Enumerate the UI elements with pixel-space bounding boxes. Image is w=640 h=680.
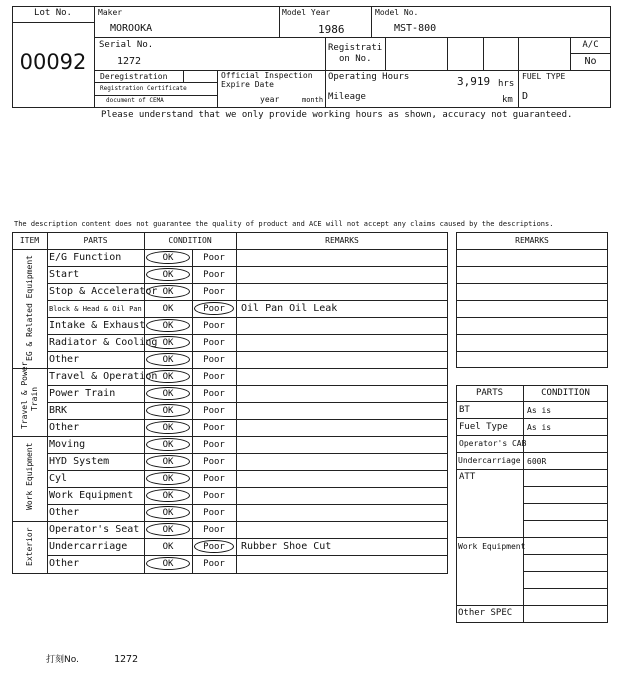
divider: [47, 453, 448, 454]
right-other-spec: Other SPEC: [458, 608, 513, 618]
right-condition-header: CONDITION: [541, 388, 590, 398]
part-name: Block & Head & Oil Pan: [49, 305, 142, 313]
part-name: Stop & Accelerator: [49, 286, 158, 297]
divider: [456, 317, 608, 318]
ok-option: OK: [162, 440, 174, 450]
part-name: Other: [49, 422, 80, 433]
working-hours-note: Please understand that we only provide working hours as shown, accuracy not guaranteed.: [101, 110, 573, 120]
divider: [456, 300, 608, 301]
selected-condition-mark: [146, 336, 190, 349]
ok-option: OK: [162, 406, 174, 416]
right-part-bt: BT: [459, 405, 470, 415]
poor-option: Poor: [203, 270, 225, 280]
selected-condition-mark: [146, 404, 190, 417]
maker-label: Maker: [98, 8, 123, 17]
group-label-travel: Travel & Power: [20, 361, 29, 429]
ok-option: OK: [162, 338, 174, 348]
divider: [47, 317, 448, 318]
selected-condition-mark: [194, 540, 234, 553]
row-remark: Oil Pan Oil Leak: [241, 303, 338, 314]
right-part-fuel: Fuel Type: [459, 422, 508, 432]
divider: [47, 419, 448, 420]
selected-condition-mark: [146, 438, 190, 451]
model-no-value: MST-800: [394, 23, 437, 34]
ac-label: A/C: [582, 40, 599, 50]
right-remarks-header: REMARKS: [515, 236, 549, 245]
ok-option: OK: [162, 287, 174, 297]
divider: [47, 470, 448, 471]
right-part-cab: Operator's CAB: [459, 439, 527, 448]
ok-option: OK: [162, 355, 174, 365]
right-cond-undercarriage: 600R: [527, 457, 547, 466]
divider: [279, 6, 280, 37]
selected-condition-mark: [146, 251, 190, 264]
selected-condition-mark: [146, 370, 190, 383]
divider: [47, 504, 448, 505]
divider: [456, 605, 608, 606]
selected-condition-mark: [146, 523, 190, 536]
divider: [456, 537, 608, 538]
divider: [325, 37, 611, 38]
divider: [371, 6, 372, 37]
registration-certificate-label: Registration Certificate: [100, 85, 187, 92]
divider: [47, 266, 448, 267]
poor-option: Poor: [203, 406, 225, 416]
hrs-unit: hrs: [498, 79, 515, 89]
divider: [456, 351, 608, 352]
operating-hours-value: 3,919: [457, 75, 491, 88]
divider: [456, 435, 608, 436]
ok-option: OK: [162, 542, 174, 552]
right-cond-fuel: As is: [527, 423, 552, 432]
right-parts-header: PARTS: [475, 388, 504, 398]
inspection-label-2: Expire Date: [221, 80, 274, 89]
group-label-travel-2: Train: [30, 386, 39, 411]
selected-condition-mark: [146, 353, 190, 366]
model-year-value: 1986: [318, 23, 345, 36]
selected-condition-mark: [146, 506, 190, 519]
poor-option: Poor: [203, 542, 225, 552]
divider: [523, 554, 608, 555]
ok-option: OK: [162, 457, 174, 467]
ok-option: OK: [162, 559, 174, 569]
stamp-value: 1272: [114, 654, 139, 665]
poor-option: Poor: [203, 559, 225, 569]
divider: [523, 571, 608, 572]
year-label: year: [260, 95, 280, 104]
divider: [456, 469, 608, 470]
divider: [47, 538, 448, 539]
divider: [47, 351, 448, 352]
inspection-label: Official Inspection: [221, 71, 313, 80]
divider: [47, 555, 448, 556]
part-name: Operator's Seat: [49, 524, 140, 535]
serial-label: Serial No.: [99, 40, 154, 50]
fuel-type-value: D: [522, 91, 529, 102]
deregistration-label: Deregistration: [100, 72, 168, 81]
remarks-header: REMARKS: [325, 236, 359, 245]
part-name: Power Train: [49, 388, 116, 399]
operating-hours-label: Operating Hours: [328, 72, 410, 82]
registration-label-2: on No.: [339, 54, 372, 64]
ok-option: OK: [162, 270, 174, 280]
divider: [456, 266, 608, 267]
ok-option: OK: [162, 372, 174, 382]
divider: [47, 283, 448, 284]
divider: [456, 418, 608, 419]
divider: [570, 53, 611, 54]
poor-option: Poor: [203, 253, 225, 263]
ac-value: No: [584, 56, 597, 67]
divider: [325, 37, 326, 108]
divider: [94, 6, 95, 108]
poor-option: Poor: [203, 321, 225, 331]
divider: [183, 70, 184, 82]
serial-value: 1272: [117, 56, 142, 67]
group-label-exterior: Exterior: [25, 527, 34, 566]
right-part-undercarriage: Undercarriage: [458, 456, 521, 465]
divider: [523, 588, 608, 589]
selected-condition-mark: [146, 319, 190, 332]
right-work-equipment: Work Equipment: [458, 542, 526, 551]
divider: [47, 402, 448, 403]
selected-condition-mark: [146, 421, 190, 434]
group-label-work: Work Equipment: [25, 442, 34, 510]
right-part-att: ATT: [459, 472, 476, 482]
ok-option: OK: [162, 525, 174, 535]
ok-option: OK: [162, 491, 174, 501]
item-header: ITEM: [19, 236, 40, 245]
divider: [456, 249, 608, 250]
part-name: Moving: [49, 439, 86, 450]
ok-option: OK: [162, 389, 174, 399]
km-unit: km: [502, 95, 513, 105]
part-name: Undercarriage: [49, 541, 128, 552]
divider: [385, 37, 386, 70]
part-name: Other: [49, 558, 80, 569]
right-cond-bt: As is: [527, 406, 552, 415]
ok-option: OK: [162, 474, 174, 484]
divider: [94, 95, 217, 96]
poor-option: Poor: [203, 525, 225, 535]
selected-condition-mark: [146, 268, 190, 281]
divider: [523, 520, 608, 521]
selected-condition-mark: [146, 455, 190, 468]
stamp-label: 打刻No.: [46, 655, 79, 665]
parts-header: PARTS: [83, 236, 108, 245]
part-name: E/G Function: [49, 252, 122, 263]
ok-option: OK: [162, 304, 174, 314]
part-name: Work Equipment: [49, 490, 134, 501]
poor-option: Poor: [203, 389, 225, 399]
poor-option: Poor: [203, 457, 225, 467]
ok-option: OK: [162, 321, 174, 331]
group-label-eg: EG & Related Equipment: [25, 255, 34, 361]
cema-label: document of CEMA: [106, 97, 164, 104]
month-label: month: [302, 96, 324, 104]
part-name: Start: [49, 269, 80, 280]
registration-label: Registrati: [328, 43, 383, 53]
mileage-label: Mileage: [328, 92, 366, 102]
divider: [483, 37, 484, 70]
poor-option: Poor: [203, 338, 225, 348]
divider: [456, 334, 608, 335]
poor-option: Poor: [203, 508, 225, 518]
selected-condition-mark: [146, 472, 190, 485]
poor-option: Poor: [203, 474, 225, 484]
divider: [456, 401, 608, 402]
lot-label: Lot No.: [34, 8, 72, 18]
divider: [47, 385, 448, 386]
divider: [523, 503, 608, 504]
ok-option: OK: [162, 508, 174, 518]
divider: [47, 300, 448, 301]
divider: [47, 436, 448, 437]
fuel-type-label: FUEL TYPE: [522, 72, 566, 81]
divider: [94, 82, 217, 83]
poor-option: Poor: [203, 423, 225, 433]
lot-number: 00092: [19, 50, 87, 74]
selected-condition-mark: [146, 557, 190, 570]
divider: [47, 368, 448, 369]
row-remark: Rubber Shoe Cut: [241, 541, 332, 552]
selected-condition-mark: [146, 285, 190, 298]
poor-option: Poor: [203, 372, 225, 382]
model-year-label: Model Year: [282, 8, 331, 17]
poor-option: Poor: [203, 304, 225, 314]
part-name: Radiator & Cooling: [49, 337, 158, 348]
divider: [447, 37, 448, 70]
poor-option: Poor: [203, 491, 225, 501]
selected-condition-mark: [146, 489, 190, 502]
divider: [47, 334, 448, 335]
model-no-label: Model No.: [375, 8, 419, 17]
divider: [12, 22, 94, 23]
divider: [456, 283, 608, 284]
divider: [94, 37, 325, 38]
selected-condition-mark: [194, 302, 234, 315]
divider: [456, 452, 608, 453]
divider: [12, 249, 448, 250]
ok-option: OK: [162, 253, 174, 263]
part-name: Intake & Exhaust: [49, 320, 146, 331]
divider: [325, 70, 611, 71]
part-name: Travel & Operation: [49, 371, 158, 382]
part-name: Other: [49, 354, 80, 365]
divider: [523, 486, 608, 487]
part-name: HYD System: [49, 456, 110, 467]
poor-option: Poor: [203, 440, 225, 450]
ok-option: OK: [162, 423, 174, 433]
part-name: Other: [49, 507, 80, 518]
divider: [518, 37, 519, 108]
part-name: BRK: [49, 405, 68, 416]
divider: [47, 487, 448, 488]
selected-condition-mark: [146, 387, 190, 400]
divider: [47, 521, 448, 522]
description-note: The description content does not guarantee the quality of product and ACE will not accept any claims caused by the descriptions.: [14, 220, 554, 228]
maker-value: MOROOKA: [110, 23, 153, 34]
part-name: Cyl: [49, 473, 68, 484]
poor-option: Poor: [203, 355, 225, 365]
condition-header: CONDITION: [168, 236, 212, 245]
poor-option: Poor: [203, 287, 225, 297]
divider: [217, 70, 218, 108]
